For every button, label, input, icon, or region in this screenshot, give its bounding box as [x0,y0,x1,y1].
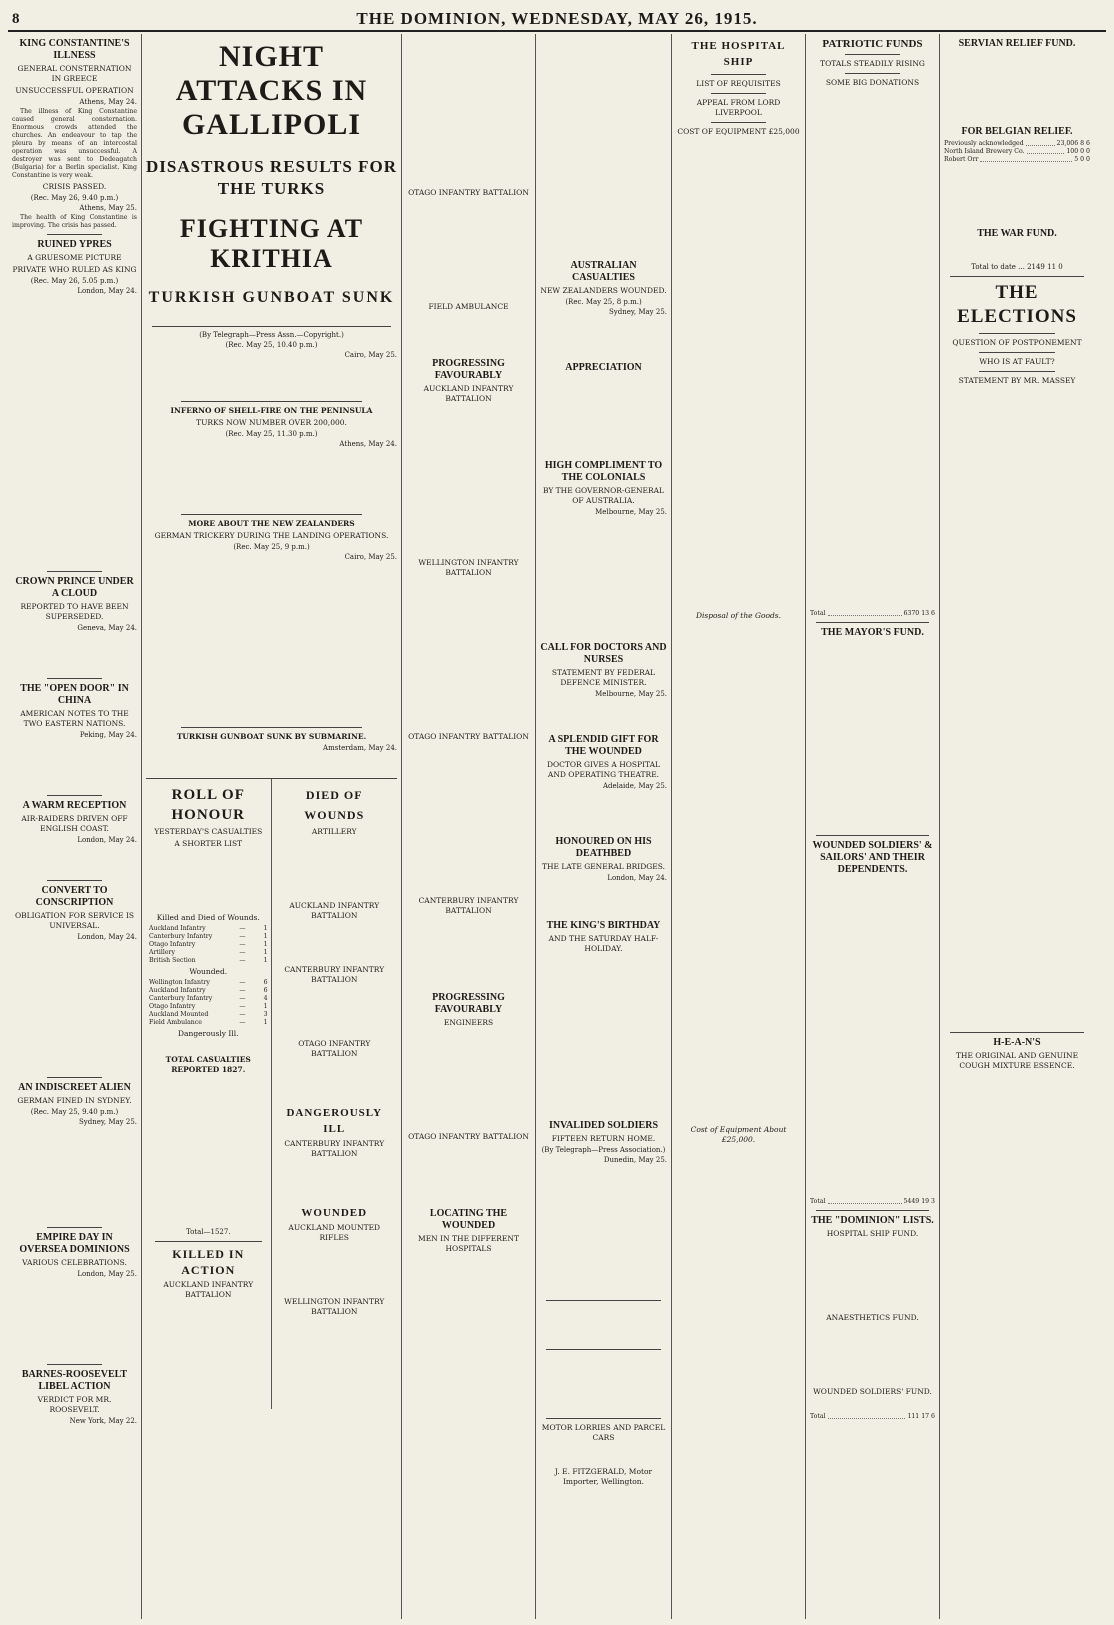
subhead: PRIVATE WHO RULED AS KING [12,265,137,274]
headline-ruined-ypres: RUINED YPRES [37,239,112,250]
dateline: Dunedin, May 25. [603,1156,667,1164]
ad-headline: MOTOR LORRIES AND PARCEL CARS [541,1423,666,1442]
dateline: Athens, May 24. [79,98,137,106]
table-row [149,957,268,965]
table-cell: — [239,995,246,1002]
headline-patriotic-funds: PATRIOTIC FUNDS [822,38,923,50]
table-cell: Canterbury Infantry [149,995,213,1002]
list-item-value: 100 0 0 [1066,148,1090,155]
dateline: Amsterdam, May 24. [323,744,397,752]
main-headline-night-attacks: NIGHT ATTACKS IN GALLIPOLI [175,40,368,141]
article-body-block [12,297,137,567]
meta-line: (By Telegraph—Press Assn.—Copyright.) [199,331,344,339]
headline-barnes-roosevelt: BARNES-ROOSEVELT LIBEL ACTION [21,1369,128,1392]
headline-kings-birthday: THE KING'S BIRTHDAY [546,920,661,931]
dangerously-ill-heading: DANGEROUSLY ILL [286,1107,383,1135]
subhead: COST OF EQUIPMENT £25,000 [677,127,800,136]
fund-list-block [810,90,935,610]
subhead: A GRUESOME PICTURE [27,253,122,262]
column-7 [940,34,1094,1619]
article-body-block [406,1256,531,1476]
table-cell: — [239,1011,246,1018]
article-body-block [12,1280,137,1360]
subhead: CANTERBURY INFANTRY BATTALION [284,965,385,984]
table-row [149,979,268,987]
article-body-block [540,518,667,638]
roll-of-honour-heading: ROLL OF HONOUR [171,787,245,823]
subhead: Cost of Equipment About £25,000. [690,1125,787,1144]
columns [8,34,1106,1619]
article-body-block [275,1061,395,1101]
table-cell: — [239,1003,246,1010]
table-cell: Field Ambulance [149,1019,202,1026]
article-body-block [540,318,667,358]
table-cell: 1 [263,1019,268,1026]
subhead: TURKS NOW NUMBER OVER 200,000. [196,418,347,427]
article-body-block [406,1144,531,1204]
article-body-block [275,923,395,963]
meta-line: (Rec. May 25, 8 p.m.) [565,298,642,306]
subhead: AUCKLAND INFANTRY BATTALION [423,384,514,403]
subhead: YESTERDAY'S CASUALTIES [154,827,263,836]
fund-total: Total 5449 19 3 [810,1198,935,1205]
article-body-block [12,741,137,791]
article-body-block [275,1161,395,1201]
dateline: Athens, May 25. [79,204,137,212]
headline-hospital-ship: THE HOSPITAL SHIP [691,40,786,68]
table-heading: Dangerously Ill. [178,1029,239,1038]
article-body-block [676,623,801,1123]
table-row [149,933,268,941]
headline-invalided: INVALIDED SOLDIERS [548,1120,659,1131]
headline-appreciation: APPRECIATION [565,362,642,373]
headline-crown-prince: CROWN PRINCE UNDER A CLOUD [15,576,134,599]
article-body-block [540,376,667,456]
table-cell: — [239,925,246,932]
article-body-block [540,884,667,916]
article-body: The illness of King Constantine caused general consternation. Enormous crowds attended the churches. An endeavour to tap the pleura by means of an intercostal operation was unsuccessful. A destroyer was sent to Dedeagatch (Bulgaria) for a Berlin specialist. King Constantine is very weak. [12,108,137,179]
table-cell: Otago Infantry [149,1003,196,1010]
column-6 [806,34,940,1619]
list-item-value: 5 0 0 [1074,156,1090,163]
list-item-name: North Island Brewery Co. [944,148,1025,155]
subhead: MEN IN THE DIFFERENT HOSPITALS [418,1234,519,1253]
dateline: Adelaide, May 25. [602,782,667,790]
subhead: OTAGO INFANTRY BATTALION [408,188,529,197]
table-cell: 4 [263,995,268,1002]
subhead: CRISIS PASSED. [42,182,107,191]
article-body-block [149,1302,268,1372]
headline-elections: THE ELECTIONS [957,282,1077,327]
subhead: OTAGO INFANTRY BATTALION [408,1132,529,1141]
table-cell: — [239,1019,246,1026]
article-body-block [146,361,397,397]
dateline: London, May 24. [607,874,667,882]
headline-king-constantine: KING CONSTANTINE'S ILLNESS [19,38,130,61]
war-fund-total: Total to date ... 2149 11 0 [971,263,1063,271]
table-cell: Auckland Infantry [149,925,206,932]
meta-line: (Rec. May 25, 11.30 p.m.) [225,430,318,438]
article-body-block [406,744,531,894]
article-body-block [540,36,667,256]
ad-signature: J. E. FITZGERALD, Motor Importer, Wellington. [554,1467,653,1486]
subhead: Disposal of the Goods. [695,611,782,620]
subhead: LIST OF REQUISITES [696,79,781,88]
article-body-block [406,1030,531,1130]
masthead [8,8,1106,32]
headline-progressing: PROGRESSING FAVOURABLY [432,992,505,1015]
subhead: WOUNDED SOLDIERS' FUND. [813,1387,932,1396]
headline-open-door: THE "OPEN DOOR" IN CHINA [20,683,129,706]
subhead: ENGINEERS [443,1018,494,1027]
article-body-block [406,314,531,354]
table-cell: 3 [263,1011,268,1018]
dateline: Athens, May 24. [339,440,397,448]
subhead: FIFTEEN RETURN HOME. [551,1134,656,1143]
list-item-name: Robert Orr [944,156,979,163]
table-cell: — [239,987,246,994]
subhead: CANTERBURY INFANTRY BATTALION [284,1139,385,1158]
column-5 [672,34,806,1619]
advertisement-block [540,1354,667,1414]
main-headline-krithia: FIGHTING AT KRITHIA [179,214,364,273]
subhead: OBLIGATION FOR SERVICE IS UNIVERSAL. [14,911,135,930]
article-body-block [275,839,395,899]
meta-line: (Rec. May 26, 9.40 p.m.) [30,194,119,202]
table-row [149,1011,268,1019]
table-cell: — [239,957,246,964]
subhead: WHO IS AT FAULT? [979,357,1055,366]
article-body-block [540,792,667,832]
article-body-block [275,1319,395,1409]
table-cell: 1 [263,1003,268,1010]
subhead: REPORTED TO HAVE BEEN SUPERSEDED. [20,602,129,621]
table-row [149,995,268,1003]
article-body-block [406,36,531,186]
killed-table [149,925,268,965]
article-body-block [676,139,801,609]
table-cell: — [239,949,246,956]
subhead: APPEAL FROM LORD LIVERPOOL [696,98,781,117]
article-body-block [12,1128,137,1223]
table-cell: — [239,933,246,940]
died-of-wounds-heading: DIED OF WOUNDS [304,788,365,822]
article-body-block [540,700,667,730]
article-body-block [676,1147,801,1447]
table-row [149,1003,268,1011]
subhead: THE ORIGINAL AND GENUINE COUGH MIXTURE ESSENCE. [955,1051,1079,1070]
fund-total: Total 6370 13 6 [810,610,935,617]
table-cell: Canterbury Infantry [149,933,213,940]
list-item [944,148,1090,156]
subhead-inferno: INFERNO OF SHELL-FIRE ON THE PENINSULA [170,406,373,415]
article-body-block [12,943,137,1073]
article-body-block [12,1427,137,1507]
article-body-block [944,52,1090,122]
dateline: London, May 24. [77,836,137,844]
dateline: London, May 24. [77,933,137,941]
table-cell: Artillery [149,949,175,956]
dateline: New York, May 22. [69,1417,137,1425]
article-body-block [540,1166,667,1296]
subhead-submarine: TURKISH GUNBOAT SUNK BY SUBMARINE. [176,732,367,741]
table-cell: British Section [149,957,196,964]
headline-indiscreet-alien: AN INDISCREET ALIEN [18,1082,131,1093]
headline-australian-casualties: AUSTRALIAN CASUALTIES [570,260,637,283]
fund-list-block [810,878,935,1198]
newspaper-title: THE DOMINION, WEDNESDAY, MAY 26, 1915. [356,9,758,28]
subhead: WELLINGTON INFANTRY BATTALION [418,558,519,577]
subhead: VARIOUS CELEBRATIONS. [22,1258,127,1267]
subhead: TOTALS STEADILY RISING [820,59,925,68]
table-block [149,1041,268,1053]
dateline: Geneva, May 24. [77,624,137,632]
table-row [149,949,268,957]
article-body-block [146,563,397,723]
subhead: HOSPITAL SHIP FUND. [826,1229,919,1238]
fund-list-block [944,242,1090,262]
table-row [149,1019,268,1027]
meta-line: (Rec. May 26, 5.05 p.m.) [30,277,119,285]
subhead: QUESTION OF POSTPONEMENT [952,338,1082,347]
table-cell: Auckland Mounted [149,1011,209,1018]
table-heading: Wounded. [189,967,228,976]
list-item-value: 23,006 8 6 [1056,140,1090,147]
table-heading: Killed and Died of Wounds. [156,913,260,922]
subhead: GERMAN TRICKERY DURING THE LANDING OPERATIONS. [154,531,389,540]
article-body-block [275,1245,395,1295]
article-body-block [944,388,1090,1028]
article-body-block [12,846,137,876]
table-cell: 1 [263,949,268,956]
headline-war-fund: THE WAR FUND. [977,228,1057,239]
meta-line: (Rec. May 25, 10.40 p.m.) [225,341,318,349]
headline-splendid-gift: A SPLENDID GIFT FOR THE WOUNDED [548,734,659,757]
table-cell: — [239,979,246,986]
subhead: VERDICT FOR MR. ROOSEVELT. [37,1395,112,1414]
headline-locating: LOCATING THE WOUNDED [429,1208,508,1231]
table-cell: 1 [263,925,268,932]
subhead: ARTILLERY [311,827,357,836]
headline-belgian-relief: FOR BELGIAN RELIEF. [961,126,1073,137]
article-body-block [406,406,531,556]
subhead: BY THE GOVERNOR-GENERAL OF AUSTRALIA. [542,486,665,505]
subhead: AND THE SATURDAY HALF-HOLIDAY. [548,934,659,953]
headline-conscription: CONVERT TO CONSCRIPTION [35,885,114,908]
main-headline-gunboat: TURKISH GUNBOAT SUNK [148,289,395,306]
dateline: Cairo, May 25. [344,553,397,561]
subhead: AIR-RAIDERS DRIVEN OFF ENGLISH COAST. [21,814,128,833]
advertisement-block [540,1305,667,1345]
dateline: London, May 25. [77,1270,137,1278]
subhead: THE LATE GENERAL BRIDGES. [541,862,666,871]
list-item [944,156,1090,164]
table-cell: — [239,941,246,948]
fund-list-block [810,1241,935,1311]
article-body-block [275,987,395,1037]
subhead: SOME BIG DONATIONS [825,78,920,87]
subhead: GERMAN FINED IN SYDNEY. [17,1096,132,1105]
article-body-block [12,634,137,674]
column-3 [402,34,536,1619]
article-body-block [406,918,531,988]
dateline: Sydney, May 25. [78,1118,137,1126]
ad-heans: H-E-A-N'S [993,1037,1041,1048]
article-body-block [406,200,531,300]
subhead: FIELD AMBULANCE [428,302,509,311]
table-cell: Wellington Infantry [149,979,210,986]
article-body-block [406,580,531,730]
fund-list-block [810,1325,935,1385]
fund-list-block [810,641,935,761]
table-cell: 1 [263,933,268,940]
dateline: London, May 24. [77,287,137,295]
fund-total: Total 111 17 6 [810,1413,935,1420]
article-body-block [149,851,268,911]
subhead: UNSUCCESSFUL OPERATION [15,86,134,95]
table-cell: 6 [263,987,268,994]
subhead: AUCKLAND MOUNTED RIFLES [288,1223,381,1242]
table-cell: 6 [263,979,268,986]
headline-empire-day: EMPIRE DAY IN OVERSEA DOMINIONS [19,1232,130,1255]
dateline: Sydney, May 25. [608,308,667,316]
headline-dominion-lists: THE "DOMINION" LISTS. [811,1215,934,1226]
list-item-name: Previously acknowledged [944,140,1024,147]
subhead: CANTERBURY INFANTRY BATTALION [418,896,519,915]
column-1 [8,34,142,1619]
subhead: OTAGO INFANTRY BATTALION [298,1039,371,1058]
dateline: Cairo, May 25. [344,351,397,359]
article-body-block [810,761,935,831]
table-cell: Otago Infantry [149,941,196,948]
article-body-block [146,754,397,770]
subhead: NEW ZEALANDERS WOUNDED. [540,286,667,295]
table-cell: 1 [263,957,268,964]
headline-high-compliment: HIGH COMPLIMENT TO THE COLONIALS [544,460,663,483]
table-row [149,925,268,933]
table-block [149,1077,268,1227]
subhead: WELLINGTON INFANTRY BATTALION [284,1297,385,1316]
belgian-fund-list [944,140,1090,164]
column-2 [142,34,402,1619]
headline-progressing: PROGRESSING FAVOURABLY [432,358,505,381]
table-cell: Auckland Infantry [149,987,206,994]
advertisement-block [944,1073,1090,1433]
subhead: ANAESTHETICS FUND. [826,1313,919,1322]
article-body: The health of King Constantine is improving. The crisis has passed. [12,214,137,229]
table-cell: 1 [263,941,268,948]
wounded-table [149,979,268,1027]
headline-call-for-doctors: CALL FOR DOCTORS AND NURSES [540,642,667,665]
subhead: A SHORTER LIST [174,839,243,848]
subhead: AUCKLAND INFANTRY BATTALION [163,1280,254,1299]
dateline: Melbourne, May 25. [595,690,667,698]
page-number: 8 [12,10,20,27]
table-row [149,987,268,995]
subhead: GENERAL CONSTERNATION IN GREECE [17,64,132,83]
subhead: DOCTOR GIVES A HOSPITAL AND OPERATING THEATRE. [546,760,661,779]
column-4 [536,34,672,1619]
headline-warm-reception: A WARM RECEPTION [22,800,127,811]
dateline: Melbourne, May 25. [595,508,667,516]
advertisement-block [540,1445,667,1465]
headline-honoured: HONOURED ON HIS DEATHBED [555,836,652,859]
meta-line: (Rec. May 25, 9 p.m.) [233,543,310,551]
list-item [944,140,1090,148]
article-body-block [540,956,667,1116]
table-row [149,941,268,949]
wounded-heading: WOUNDED [301,1207,368,1219]
fund-list-block [944,164,1090,224]
fund-list-block [810,1399,935,1413]
subhead: AMERICAN NOTES TO THE TWO EASTERN NATIONS. [20,709,129,728]
article-body-block [146,450,397,510]
killed-in-action-heading: KILLED IN ACTION [172,1247,245,1277]
meta-line: (Rec. May 25, 9.40 p.m.) [30,1108,119,1116]
subhead: STATEMENT BY MR. MASSEY [958,376,1076,385]
main-headline-disastrous: DISASTROUS RESULTS FOR THE TURKS [146,157,397,198]
headline-mayors-fund: THE MAYOR'S FUND. [821,627,924,638]
subhead-new-zealanders: MORE ABOUT THE NEW ZEALANDERS [188,519,355,528]
subhead: AUCKLAND INFANTRY BATTALION [289,901,380,920]
headline-wounded-soldiers: WOUNDED SOLDIERS' & SAILORS' AND THEIR DEPENDENTS. [812,840,933,875]
headline-servian-relief: SERVIAN RELIEF FUND. [958,38,1076,49]
roll-of-honour-section [146,778,397,1409]
subhead: STATEMENT BY FEDERAL DEFENCE MINISTER. [551,668,656,687]
total-line: Total—1527. [185,1228,231,1236]
total-casualties: TOTAL CASUALTIES REPORTED 1827. [165,1055,251,1074]
subhead: OTAGO INFANTRY BATTALION [408,732,529,741]
meta-line: (By Telegraph—Press Association.) [541,1146,666,1154]
dateline: Peking, May 24. [79,731,137,739]
